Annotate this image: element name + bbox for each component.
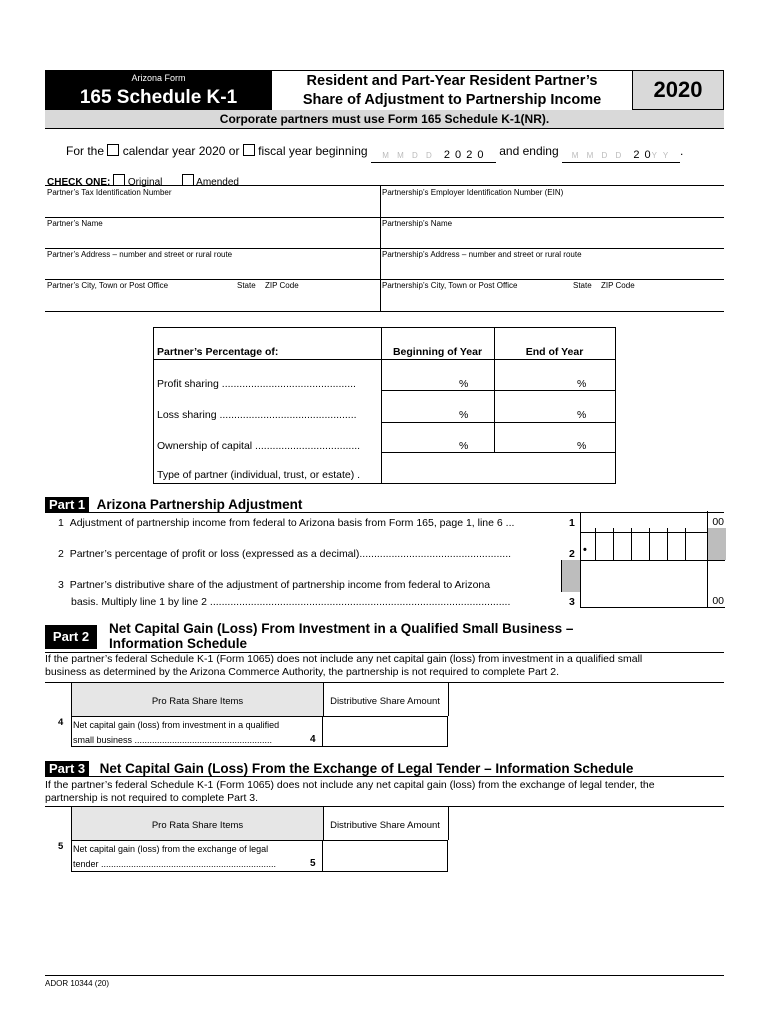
original-label: Original	[127, 177, 163, 188]
line5-num: 5	[58, 841, 64, 852]
line2-decimal-field[interactable]	[580, 528, 725, 561]
line3-text-b: basis. Multiply line 1 by line 2 .......................................................................................................	[71, 596, 511, 608]
partnership-address-field[interactable]: Partnership’s Address – number and street or rural route	[382, 250, 582, 259]
profit-sharing-label: Profit sharing ..............................................	[157, 378, 356, 390]
part3-label: Part 3	[45, 761, 89, 776]
line4-text: Net capital gain (loss) from investment in a qualified small business .......................................................	[73, 720, 280, 745]
part2-title: Net Capital Gain (Loss) From Investment in a Qualified Small Business – Information Schedule	[109, 621, 574, 651]
profit-begin-field[interactable]: %	[459, 378, 469, 390]
city-row	[45, 279, 724, 312]
part3-items-header: Pro Rata Share Items	[71, 807, 324, 840]
part2-label: Part 2	[45, 625, 97, 649]
begin-year-header: Beginning of Year	[392, 346, 483, 358]
line3-cents: 00	[712, 595, 724, 607]
part1-label: Part 1	[45, 497, 89, 512]
tin-row	[45, 186, 724, 218]
percentage-table	[153, 327, 616, 484]
begin-date-field[interactable]: M M D D 2 0 2 0	[371, 149, 496, 163]
line1-number: 1	[569, 517, 575, 529]
calendar-year-checkbox[interactable]	[107, 144, 119, 156]
profit-end-field[interactable]: %	[577, 378, 587, 390]
address-row	[45, 248, 724, 280]
partner-type-label: Type of partner (individual, trust, or estate) .	[157, 469, 361, 481]
fiscal-year-label: fiscal year beginning	[258, 144, 368, 158]
partner-type-field[interactable]	[382, 453, 615, 483]
partnership-zip-field[interactable]: ZIP Code	[601, 281, 635, 290]
line5-amount-field[interactable]	[322, 840, 449, 872]
amended-label: Amended	[196, 177, 239, 188]
part2-items-header: Pro Rata Share Items	[71, 683, 324, 716]
loss-sharing-label: Loss sharing ...............................................	[157, 409, 357, 421]
partner-tin-field[interactable]: Partner’s Tax Identification Number	[47, 188, 172, 197]
line3-text-a: 3 Partner’s distributive share of the adjustment of partnership income from federal to Arizona	[58, 579, 491, 591]
partner-name-field[interactable]: Partner’s Name	[47, 219, 103, 228]
identification-grid	[45, 185, 724, 312]
line4-num: 4	[58, 717, 64, 728]
partner-address-field[interactable]: Partner’s Address – number and street or rural route	[47, 250, 233, 259]
line5-text: Net capital gain (loss) from the exchange of legal tender ......................................................................	[73, 844, 277, 869]
and-ending-label: and ending	[499, 144, 559, 158]
line2-number: 2	[569, 548, 575, 560]
line4-amount-field[interactable]	[322, 716, 449, 747]
loss-begin-field[interactable]: %	[459, 409, 469, 421]
form-label: Arizona Form	[131, 73, 186, 83]
part2-note: If the partner’s federal Schedule K-1 (Form 1065) does not include any net capital gain (loss) from investment in a qualified small business as determined by the Arizona Commerce Authority, the partnership is not required to complete Part 2.	[45, 653, 643, 678]
partner-state-field[interactable]: State	[237, 281, 256, 290]
partner-zip-field[interactable]: ZIP Code	[265, 281, 299, 290]
loss-end-field[interactable]: %	[577, 409, 587, 421]
title-line-2: Share of Adjustment to Partnership Income	[302, 92, 602, 108]
partner-city-field[interactable]: Partner’s City, Town or Post Office	[47, 281, 169, 290]
form-name: 165 Schedule K-1	[79, 87, 238, 108]
for-the-label: For the	[66, 144, 105, 158]
end-year-header: End of Year	[525, 346, 584, 358]
calendar-year-label: calendar year 2020 or	[122, 144, 240, 158]
part2-amount-header: Distributive Share Amount	[322, 683, 449, 716]
title-line-1: Resident and Part-Year Resident Partner’s	[306, 73, 598, 89]
ownership-label: Ownership of capital ....................................	[157, 440, 361, 452]
tax-period-line: For the calendar year 2020 or fiscal year beginning M M D D 2 0 2 0 and ending M M D D 2 0Y Y .	[66, 144, 684, 161]
part3-title: Net Capital Gain (Loss) From the Exchange of Legal Tender – Information Schedule	[99, 761, 634, 776]
end-date-field[interactable]: M M D D 2 0Y Y	[562, 149, 680, 163]
part2-header	[45, 621, 724, 653]
line1-text: 1 Adjustment of partnership income from federal to Arizona basis from Form 165, page 1, line 6 ...	[58, 517, 515, 529]
line4-box-number: 4	[310, 734, 316, 745]
form-id-box	[45, 70, 272, 110]
fiscal-year-checkbox[interactable]	[243, 144, 255, 156]
line2-text: 2 Partner’s percentage of profit or loss (expressed as a decimal)....................................................	[58, 548, 512, 560]
partnership-ein-field[interactable]: Partnership’s Employer Identification Number (EIN)	[382, 188, 564, 197]
partnership-name-field[interactable]: Partnership’s Name	[382, 219, 453, 228]
part3-note: If the partner’s federal Schedule K-1 (Form 1065) does not include any net capital gain (loss) from the exchange of legal tender, the partnership is not required to complete Part 3.	[45, 779, 655, 804]
percentage-header: Partner’s Percentage of:	[157, 346, 279, 358]
decimal-point: •	[583, 544, 587, 556]
line3-number: 3	[569, 596, 575, 608]
name-row	[45, 217, 724, 249]
part3-header	[45, 760, 724, 777]
line1-cents: 00	[712, 516, 724, 528]
corporate-note: Corporate partners must use Form 165 Schedule K-1(NR).	[45, 110, 724, 129]
tax-year: 2020	[632, 70, 724, 110]
form-title	[272, 70, 632, 112]
line3-shaded-cell	[561, 560, 581, 592]
ownership-begin-field[interactable]: %	[459, 440, 469, 452]
line5-box-number: 5	[310, 858, 316, 869]
check-one-label: CHECK ONE:	[47, 177, 111, 188]
ownership-end-field[interactable]: %	[577, 440, 587, 452]
form-code: ADOR 10344 (20)	[45, 979, 110, 988]
partnership-city-field[interactable]: Partnership’s City, Town or Post Office	[382, 281, 518, 290]
line3-amount-field[interactable]	[580, 560, 725, 608]
part3-amount-header: Distributive Share Amount	[322, 807, 449, 840]
part1-title: Arizona Partnership Adjustment	[96, 497, 303, 512]
partnership-state-field[interactable]: State	[573, 281, 592, 290]
part1-header	[45, 496, 724, 513]
